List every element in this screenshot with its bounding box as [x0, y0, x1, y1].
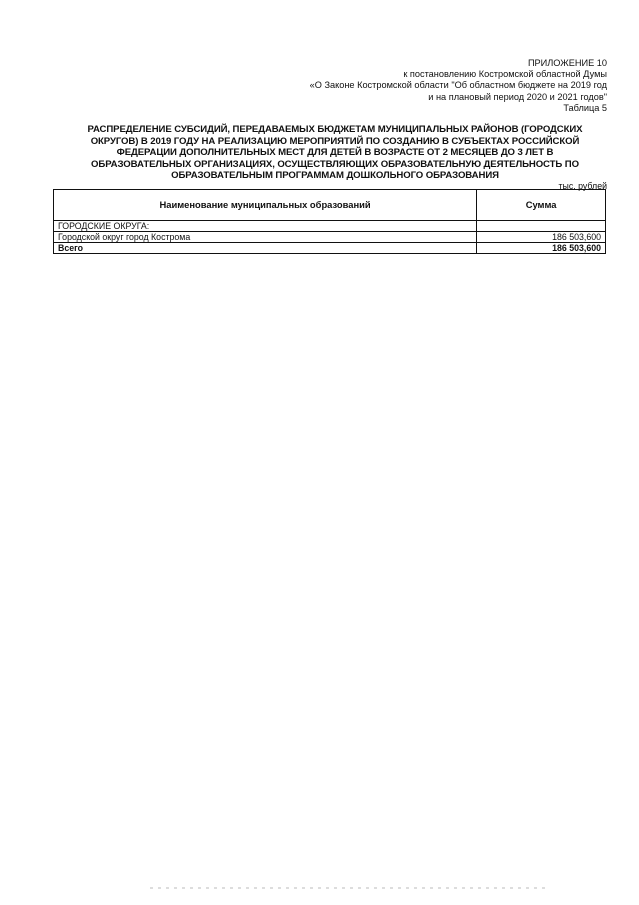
title-line: ОБРАЗОВАТЕЛЬНЫХ ОРГАНИЗАЦИЯХ, ОСУЩЕСТВЛЯЮЩИХ ОБРАЗОВАТЕЛЬНУЮ ДЕЯТЕЛЬНОСТЬ ПО: [91, 158, 579, 170]
document-title: [70, 124, 600, 182]
units-label: тыс. рублей: [558, 181, 607, 191]
table-row: [54, 232, 606, 243]
row-sum: [477, 221, 606, 232]
appendix-law-period: и на плановый период 2020 и 2021 годов": [428, 91, 607, 102]
appendix-resolution: к постановлению Костромской областной Думы: [403, 69, 607, 80]
column-header-name: Наименование муниципальных образований: [54, 190, 477, 221]
row-sum: 186 503,600: [477, 232, 606, 243]
title-line: РАСПРЕДЕЛЕНИЕ СУБСИДИЙ, ПЕРЕДАВАЕМЫХ БЮДЖЕТАМ МУНИЦИПАЛЬНЫХ РАЙОНОВ (ГОРОДСКИХ: [87, 124, 583, 135]
appendix-header: [247, 58, 607, 114]
title-line: ОБРАЗОВАТЕЛЬНЫМ ПРОГРАММАМ ДОШКОЛЬНОГО ОБРАЗОВАНИЯ: [171, 170, 499, 182]
subsidy-table: [53, 189, 606, 254]
table-row: [54, 221, 606, 232]
row-name: Всего: [54, 243, 477, 254]
appendix-number: ПРИЛОЖЕНИЕ 10: [527, 58, 607, 68]
total-row: [54, 243, 606, 254]
appendix-law-title: «О Законе Костромской области "Об областном бюджете на 2019 год: [309, 80, 607, 91]
table-header-row: [54, 190, 606, 221]
scan-artifact: [150, 887, 550, 889]
table-number: Таблица 5: [563, 102, 607, 113]
title-line: ФЕДЕРАЦИИ ДОПОЛНИТЕЛЬНЫХ МЕСТ ДЛЯ ДЕТЕЙ В ВОЗРАСТЕ ОТ 2 МЕСЯЦЕВ ДО 3 ЛЕТ В: [116, 147, 554, 159]
title-line: ОКРУГОВ) В 2019 ГОДУ НА РЕАЛИЗАЦИЮ МЕРОПРИЯТИЙ ПО СОЗДАНИЮ В СУБЪЕКТАХ РОССИЙСКОЙ: [90, 135, 580, 147]
row-name: Городской округ город Кострома: [54, 232, 477, 243]
row-sum: 186 503,600: [477, 243, 606, 254]
column-header-sum: Сумма: [477, 190, 606, 221]
row-name: ГОРОДСКИЕ ОКРУГА:: [54, 221, 477, 232]
